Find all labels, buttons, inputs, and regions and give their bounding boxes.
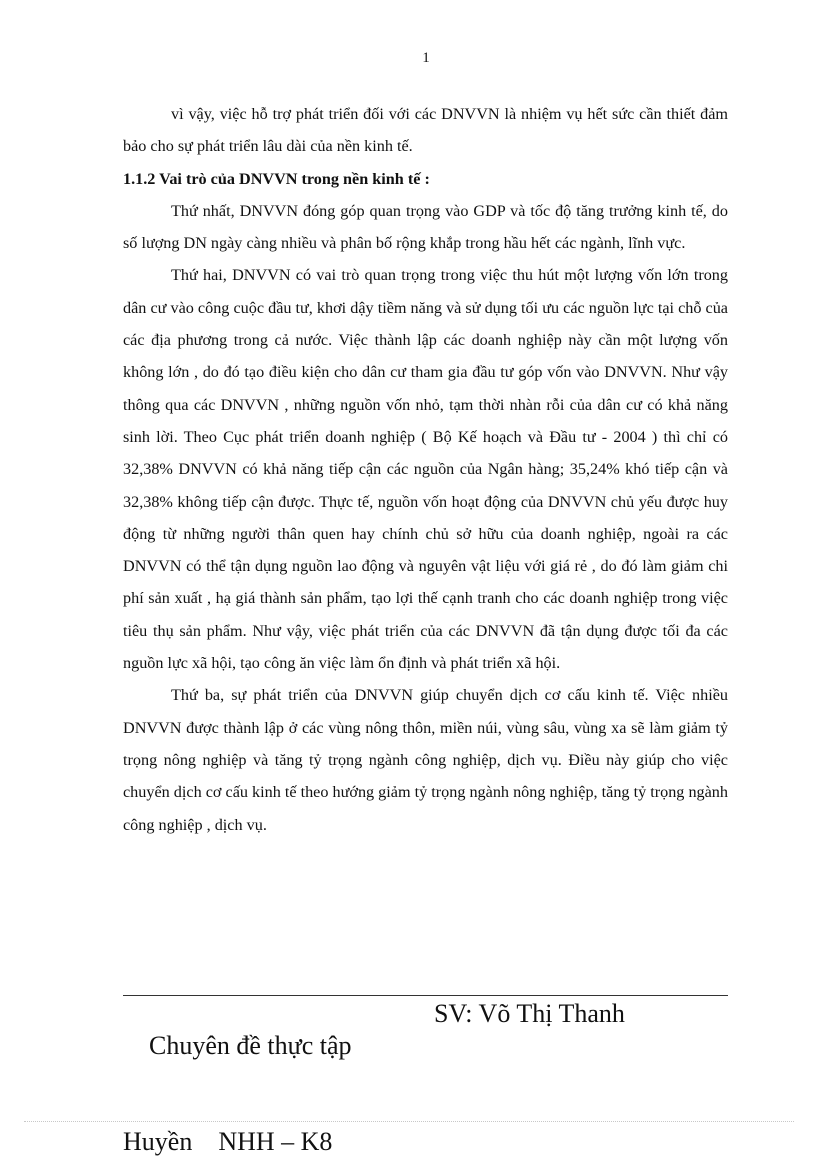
section-heading: 1.1.2 Vai trò của DNVVN trong nền kinh tế : xyxy=(123,169,430,188)
footer-student-name: SV: Võ Thị Thanh xyxy=(434,999,625,1028)
paragraph-second-role: Thứ hai, DNVVN có vai trò quan trọng trong việc thu hút một lượng vốn lớn trong dân cư vào công cuộc đầu tư, khơi dậy tiềm năng và sử dụng tối ưu các nguồn lực tại chỗ của các địa phương trong cả nước. Việc thành lập các doanh nghiệp này cần một lượng vốn không lớn , do đó tạo điều kiện cho dân cư tham gia đầu tư góp vốn vào DNVVN. Như vậy thông qua các DNVVN , những nguồn vốn nhỏ, tạm thời nhàn rỗi của dân cư có khả năng sinh lời. Theo Cục phát triển doanh nghiệp ( Bộ Kế hoạch và Đầu tư - 2004 ) thì chỉ có 32,38% DNVVN có khả năng tiếp cận các nguồn của Ngân hàng; 35,24% khó tiếp cận và 32,38% không tiếp cận được. Thực tế, nguồn vốn hoạt động của DNVVN chủ yếu được huy động từ những người thân quen hay chính chủ sở hữu của doanh nghiệp, ngoài ra các DNVVN có thể tận dụng nguồn lao động và nguyên vật liệu với giá rẻ , do đó làm giảm chi phí sản xuất , hạ giá thành sản phẩm, tạo lợi thế cạnh tranh cho các doanh nghiệp trong việc tiêu thụ sản phẩm. Như vậy, việc phát triển của các DNVVN đã tận dụng được tối đa các nguồn lực xã hội, tạo công ăn việc làm ổn định và phát triển xã hội. xyxy=(123,266,728,673)
page-footer xyxy=(123,998,743,1158)
paragraph-first-role: Thứ nhất, DNVVN đóng góp quan trọng vào GDP và tốc độ tăng trưởng kinh tế, do số lượng DN ngày càng nhiều và phân bố rộng khắp trong hầu hết các ngành, lĩnh vực. xyxy=(123,201,728,253)
page-bottom-edge xyxy=(24,1121,794,1122)
continuation-paragraph: vì vậy, việc hỗ trợ phát triển đối với các DNVVN là nhiệm vụ hết sức cần thiết đảm bảo cho sự phát triển lâu dài của nền kinh tế. xyxy=(123,105,728,156)
footer-divider xyxy=(123,995,728,996)
page-number: 1 xyxy=(422,50,430,66)
footer-document-type: Chuyên đề thực tập xyxy=(149,1031,352,1060)
footer-student-class: Huyền NHH – K8 xyxy=(123,1127,333,1156)
paragraph-third-role: Thứ ba, sự phát triển của DNVVN giúp chuyển dịch cơ cấu kinh tế. Việc nhiều DNVVN được thành lập ở các vùng nông thôn, miền núi, vùng sâu, vùng xa sẽ làm giảm tỷ trọng nông nghiệp và tăng tỷ trọng ngành công nghiệp, dịch vụ. Điều này giúp cho việc chuyển dịch cơ cấu kinh tế theo hướng giảm tỷ trọng ngành nông nghiệp, tăng tỷ trọng ngành công nghiệp , dịch vụ. xyxy=(123,686,728,834)
document-body xyxy=(123,98,728,841)
